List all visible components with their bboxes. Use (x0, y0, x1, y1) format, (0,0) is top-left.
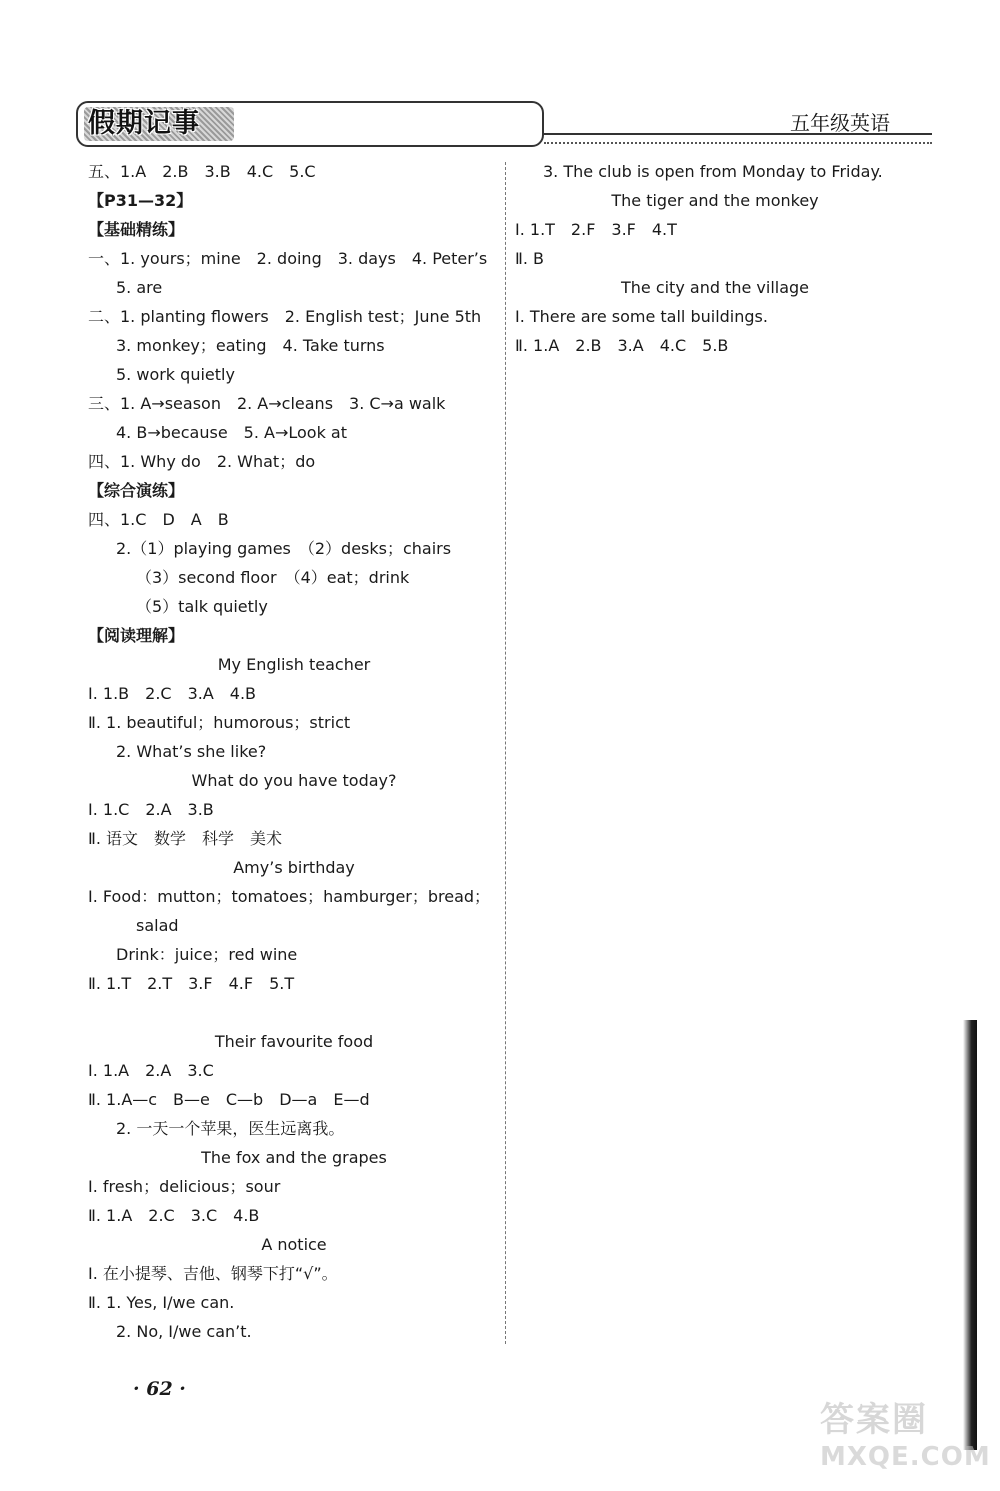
answer-line: Ⅱ. B (515, 249, 545, 268)
answer-line: 【P31—32】 (88, 191, 193, 210)
answer-line: Ⅰ. There are some tall buildings. (515, 307, 768, 326)
answer-line: 5. work quietly (116, 365, 235, 384)
answer-line: 2. No, I/we can’t. (116, 1322, 252, 1341)
subject-title: 五年级英语 (790, 111, 890, 135)
answer-line: Ⅱ. 1. Yes, I/we can. (88, 1293, 235, 1312)
page-number: · 62 · (133, 1378, 186, 1400)
answer-line: 【阅读理解】 (88, 626, 185, 645)
answer-line: 二、1. planting flowers 2. English test；June 5th (88, 307, 482, 326)
section-logo (84, 107, 234, 141)
answer-line: 2. 一天一个苹果，医生远离我。 (116, 1119, 345, 1138)
watermark-url: MXQE.COM (820, 1442, 991, 1472)
passage-title: The tiger and the monkey (611, 191, 819, 210)
answer-line: 2. What’s she like? (116, 742, 267, 761)
answer-line: 3. The club is open from Monday to Friday. (543, 162, 883, 181)
answer-line: 【综合演练】 (88, 481, 185, 500)
answer-line: 4. B→because 5. A→Look at (116, 423, 348, 442)
answer-line: Ⅰ. 1.B 2.C 3.A 4.B (88, 684, 257, 703)
answer-line: Ⅰ. 1.C 2.A 3.B (88, 800, 214, 819)
passage-title: Their favourite food (214, 1032, 374, 1051)
answer-line: （5）talk quietly (136, 597, 268, 616)
left-column (88, 157, 500, 1346)
answer-line: Ⅰ. Food：mutton；tomatoes；hamburger；bread； (88, 887, 491, 906)
answer-line: 2.（1）playing games （2）desks；chairs (116, 539, 452, 558)
blank-line (88, 998, 500, 1027)
answer-line: 四、1.C D A B (88, 510, 229, 529)
column-divider (505, 162, 506, 1344)
answer-line: Ⅱ. 1.A—c B—e C—b D—a E—d (88, 1090, 370, 1109)
passage-title: A notice (261, 1235, 327, 1254)
answer-line: 三、1. A→season 2. A→cleans 3. C→a walk (88, 394, 446, 413)
answer-line: Ⅱ. 语文 数学 科学 美术 (88, 829, 283, 848)
passage-title: My English teacher (217, 655, 371, 674)
right-column (515, 157, 915, 360)
answer-line: 【基础精练】 (88, 220, 185, 239)
answer-line: 一、1. yours；mine 2. doing 3. days 4. Peter’s (88, 249, 488, 268)
answer-line: 5. are (116, 278, 163, 297)
answer-line: （3）second floor （4）eat；drink (136, 568, 410, 587)
passage-title: Amy’s birthday (233, 858, 355, 877)
watermark (820, 1400, 990, 1485)
answer-line: Ⅰ. 1.A 2.A 3.C (88, 1061, 214, 1080)
answer-line: 3. monkey；eating 4. Take turns (116, 336, 385, 355)
answer-line: Drink：juice；red wine (116, 945, 298, 964)
answer-line: Ⅱ. 1. beautiful；humorous；strict (88, 713, 351, 732)
answer-line: Ⅰ. 在小提琴、吉他、钢琴下打“√”。 (88, 1264, 338, 1283)
passage-title: The city and the village (620, 278, 810, 297)
answer-line: 五、1.A 2.B 3.B 4.C 5.C (88, 162, 316, 181)
answer-line: Ⅱ. 1.T 2.T 3.F 4.F 5.T (88, 974, 295, 993)
answer-line: Ⅱ. 1.A 2.B 3.A 4.C 5.B (515, 336, 729, 355)
watermark-logo-text: 答案圈 (820, 1400, 928, 1440)
answer-line: Ⅰ. 1.T 2.F 3.F 4.T (515, 220, 677, 239)
header-dotted-rule (544, 142, 932, 144)
passage-title: What do you have today? (191, 771, 397, 790)
answer-line: Ⅰ. fresh；delicious；sour (88, 1177, 281, 1196)
logo-text: 假期记事 (88, 108, 200, 139)
passage-title: The fox and the grapes (201, 1148, 387, 1167)
answer-line: salad (136, 916, 179, 935)
answer-line: 四、1. Why do 2. What；do (88, 452, 316, 471)
answer-line: Ⅱ. 1.A 2.C 3.C 4.B (88, 1206, 260, 1225)
page-edge-shadow (963, 1020, 977, 1450)
